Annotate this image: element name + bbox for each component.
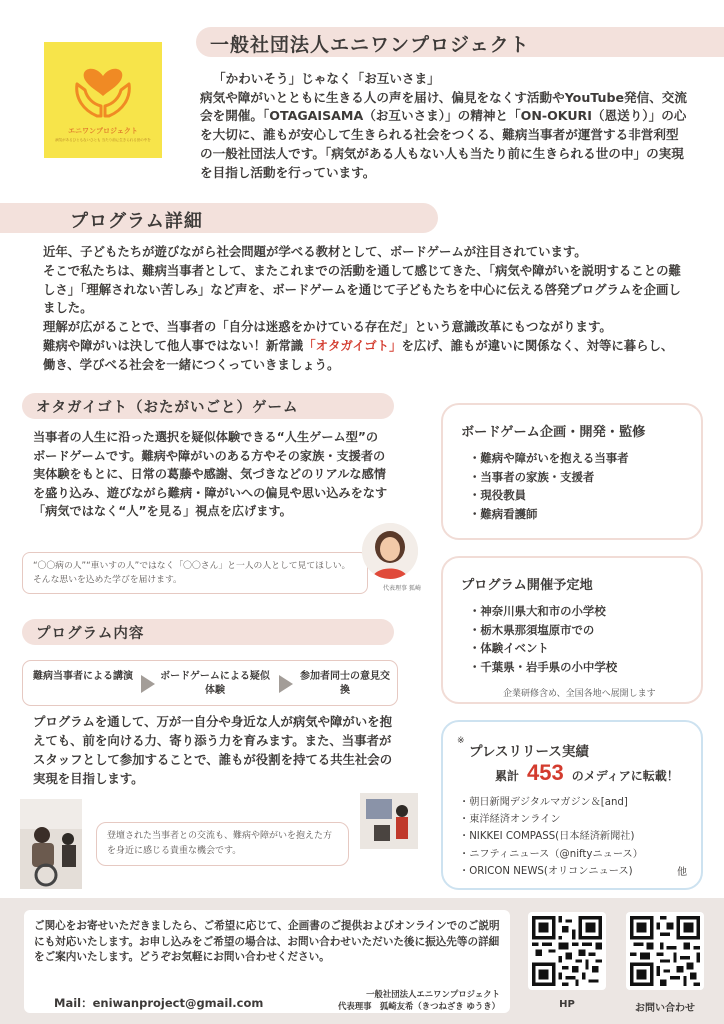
venue-note: 企業研修含め、全国各地へ展開します	[503, 689, 656, 699]
signature-rep: 代表理事 狐崎友希（きつねざき ゆうき）	[337, 1001, 500, 1011]
intro-body: 病気や障がいとともに生きる人の声を届け、偏見をなくす活動やYouTube発信、交流会を開催。「OTAGAISAMA（お互いさま）」の精神と「ON-OKURI（恩送り）」の心を大切に、誰もが安心して生きられる社会をつくる、難病当事者が運営する非営利型の一般社団法人です。「病気がある人もない人も当たり前に生きられる世の中」の実現を目指し活動を行っています。	[200, 89, 687, 180]
development-title: ボードゲーム企画・開発・監修	[461, 425, 646, 440]
qr-code-icon	[532, 916, 602, 986]
contact-email[interactable]: Mail：eniwanproject@gmail.com	[54, 996, 264, 1010]
list-item: ・ 栃木県那須塩原市での	[481, 621, 617, 640]
qr-code-icon	[630, 916, 700, 986]
game-description: 当事者の人生に沿った選択を疑似体験できる“人生ゲーム型”のボードゲームです。難病や障がいのある方やその家族・支援者の実体験をもとに、日常の葛藤や感謝、気づきなどのリアルな感情を盛り込み、遊びながら難病・障がいへの偏見や思い込みをなす「病気ではなく“人”を見る」視点を広げます。	[33, 430, 388, 519]
list-item: ・ 神奈川県大和市の小学校	[481, 602, 617, 621]
program-detail-bar	[0, 203, 438, 233]
portrait-caption: 代表理事 狐崎	[383, 585, 421, 592]
list-item: ・ 難病や障がいを抱える当事者	[481, 449, 629, 468]
photo-caption: 登壇された当事者との交流も、難病や障がいを抱えた方を身近に感じる貴重な機会です。	[96, 822, 349, 866]
detail-paragraph: 理解が広がることで、当事者の「自分は迷惑をかけている存在だ」という意識改革にもつながります。	[43, 319, 612, 335]
development-list	[481, 449, 629, 523]
media-item: ・ ORICON NEWS(オリコンニュース)	[469, 863, 643, 880]
list-item: ・ 千葉県・岩手県の小中学校	[481, 658, 617, 677]
program-flow	[22, 660, 398, 706]
venue-item-line2: 体験イベント	[480, 641, 549, 656]
qr-code-contact[interactable]	[626, 912, 704, 990]
list-item: ・ 当事者の家族・支援者	[481, 468, 629, 487]
list-item: ・ 難病看護師	[481, 505, 629, 524]
org-title-bar	[196, 27, 724, 57]
detail-paragraph	[43, 337, 681, 375]
signature	[338, 988, 500, 1012]
media-item: ・ 東洋経済オンライン	[469, 811, 643, 828]
footer	[0, 898, 724, 1024]
qr-code-hp[interactable]	[528, 912, 606, 990]
press-count: 453	[527, 760, 564, 785]
org-title: 一般社団法人エニワンプロジェクト	[210, 34, 530, 56]
press-etc: 他	[677, 867, 687, 878]
detail-p4-after: を広げ、誰もが違いに関係なく、対等に暮らし、働き、学びべる社会を一緒につくっていきましょう。	[43, 337, 674, 372]
program-detail-text	[43, 243, 681, 375]
arrow-right-icon	[141, 675, 155, 693]
venue-title: プログラム開催予定地	[461, 578, 593, 593]
list-item: ・ 現役教員	[481, 486, 629, 505]
logo-tagline: 病気があるひともないひとも 当たり前に生きられる世の中を	[55, 138, 151, 142]
flow-step-game: ボードゲームによる疑似体験	[160, 671, 270, 696]
press-suffix: のメディアに転載！	[571, 769, 679, 783]
program-content-bar	[22, 619, 394, 645]
seminar-photo-icon	[360, 793, 418, 849]
press-note-mark: ※	[457, 736, 465, 746]
representative-portrait	[362, 523, 418, 579]
development-card	[441, 403, 703, 540]
logo	[44, 42, 162, 158]
venue-card	[441, 556, 703, 704]
detail-paragraph: そこで私たちは、難病当事者として、またこれまでの活動を通して感じてきた、「病気や障がいを説明することの難しさ」「理解されない苦しみ」など声を、ボードゲームを通じて子どもたちを中心に伝える啓発プログラムを企画しました。	[43, 262, 681, 316]
list-item-continuation	[481, 639, 617, 658]
program-content-description: プログラムを通して、万が一自分や身近な人が病気や障がいを抱えても、前を向ける力、寄り添う力を育みます。また、当事者がスタッフとして参加することで、誰もが役割を持てる共生社会の実現を目指します。	[33, 714, 393, 786]
quote-box: “〇〇病の人”“車いすの人”ではなく「〇〇さん」と一人の人として見てほしい。そんな思いを込めた学びを届けます。	[22, 552, 368, 594]
wheelchair-speaker-photo-icon	[20, 799, 82, 889]
press-count-line	[495, 760, 679, 786]
detail-paragraph: 近年、子どもたちが遊びながら社会問題が学べる教材として、ボードゲームが注目されています。	[43, 244, 587, 259]
media-list	[469, 794, 643, 880]
contact-box	[24, 910, 510, 1013]
logo-name: エニワンプロジェクト	[68, 127, 138, 135]
media-item: ・ ニフティニュース（@niftyニュース）	[469, 846, 643, 863]
press-title: プレスリリース実績	[469, 744, 589, 760]
press-card	[441, 720, 703, 890]
detail-p4-before: 難病や障がいは決して他人事ではない！新常識	[43, 337, 304, 353]
flow-step-exchange: 参加者同士の意見交換	[300, 671, 390, 696]
contact-message: ご関心をお寄せいただきましたら、ご希望に応じて、企画書のご提供およびオンラインでのご説明にも対応いたします。お申し込みをご希望の場合は、お問い合わせいただいた後に振込先等の詳細をご案内いたします。どうぞお気軽にお問い合わせください。	[34, 920, 500, 964]
event-photo	[20, 799, 82, 889]
intro-lead: 「かわいそう」じゃなく「お互いさま」	[213, 71, 440, 86]
program-detail-title: プログラム詳細	[70, 211, 203, 232]
media-item: ・ NIKKEI COMPASS(日本経済新聞社)	[469, 828, 643, 845]
game-title: オタガイゴト（おたがいごと）ゲーム	[36, 400, 299, 416]
program-content-title: プログラム内容	[36, 626, 145, 642]
event-photo	[360, 793, 418, 849]
signature-org: 一般社団法人エニワンプロジェクト	[366, 989, 500, 999]
qr-hp-label: HP	[559, 999, 575, 1010]
intro-text	[200, 70, 690, 182]
otagaigoto-highlight: 「オタガイゴト」	[303, 337, 402, 353]
press-prefix: 累計	[495, 769, 520, 783]
game-section-bar	[22, 393, 394, 419]
media-item: ・ 朝日新聞デジタルマガジン＆[and]	[469, 794, 643, 811]
qr-contact-label: お問い合わせ	[635, 1003, 695, 1014]
flow-step-lecture: 難病当事者による講演	[33, 671, 133, 682]
venue-list	[481, 602, 617, 676]
person-photo-icon	[362, 523, 418, 579]
arrow-right-icon	[279, 675, 293, 693]
heart-hands-icon	[71, 54, 135, 124]
